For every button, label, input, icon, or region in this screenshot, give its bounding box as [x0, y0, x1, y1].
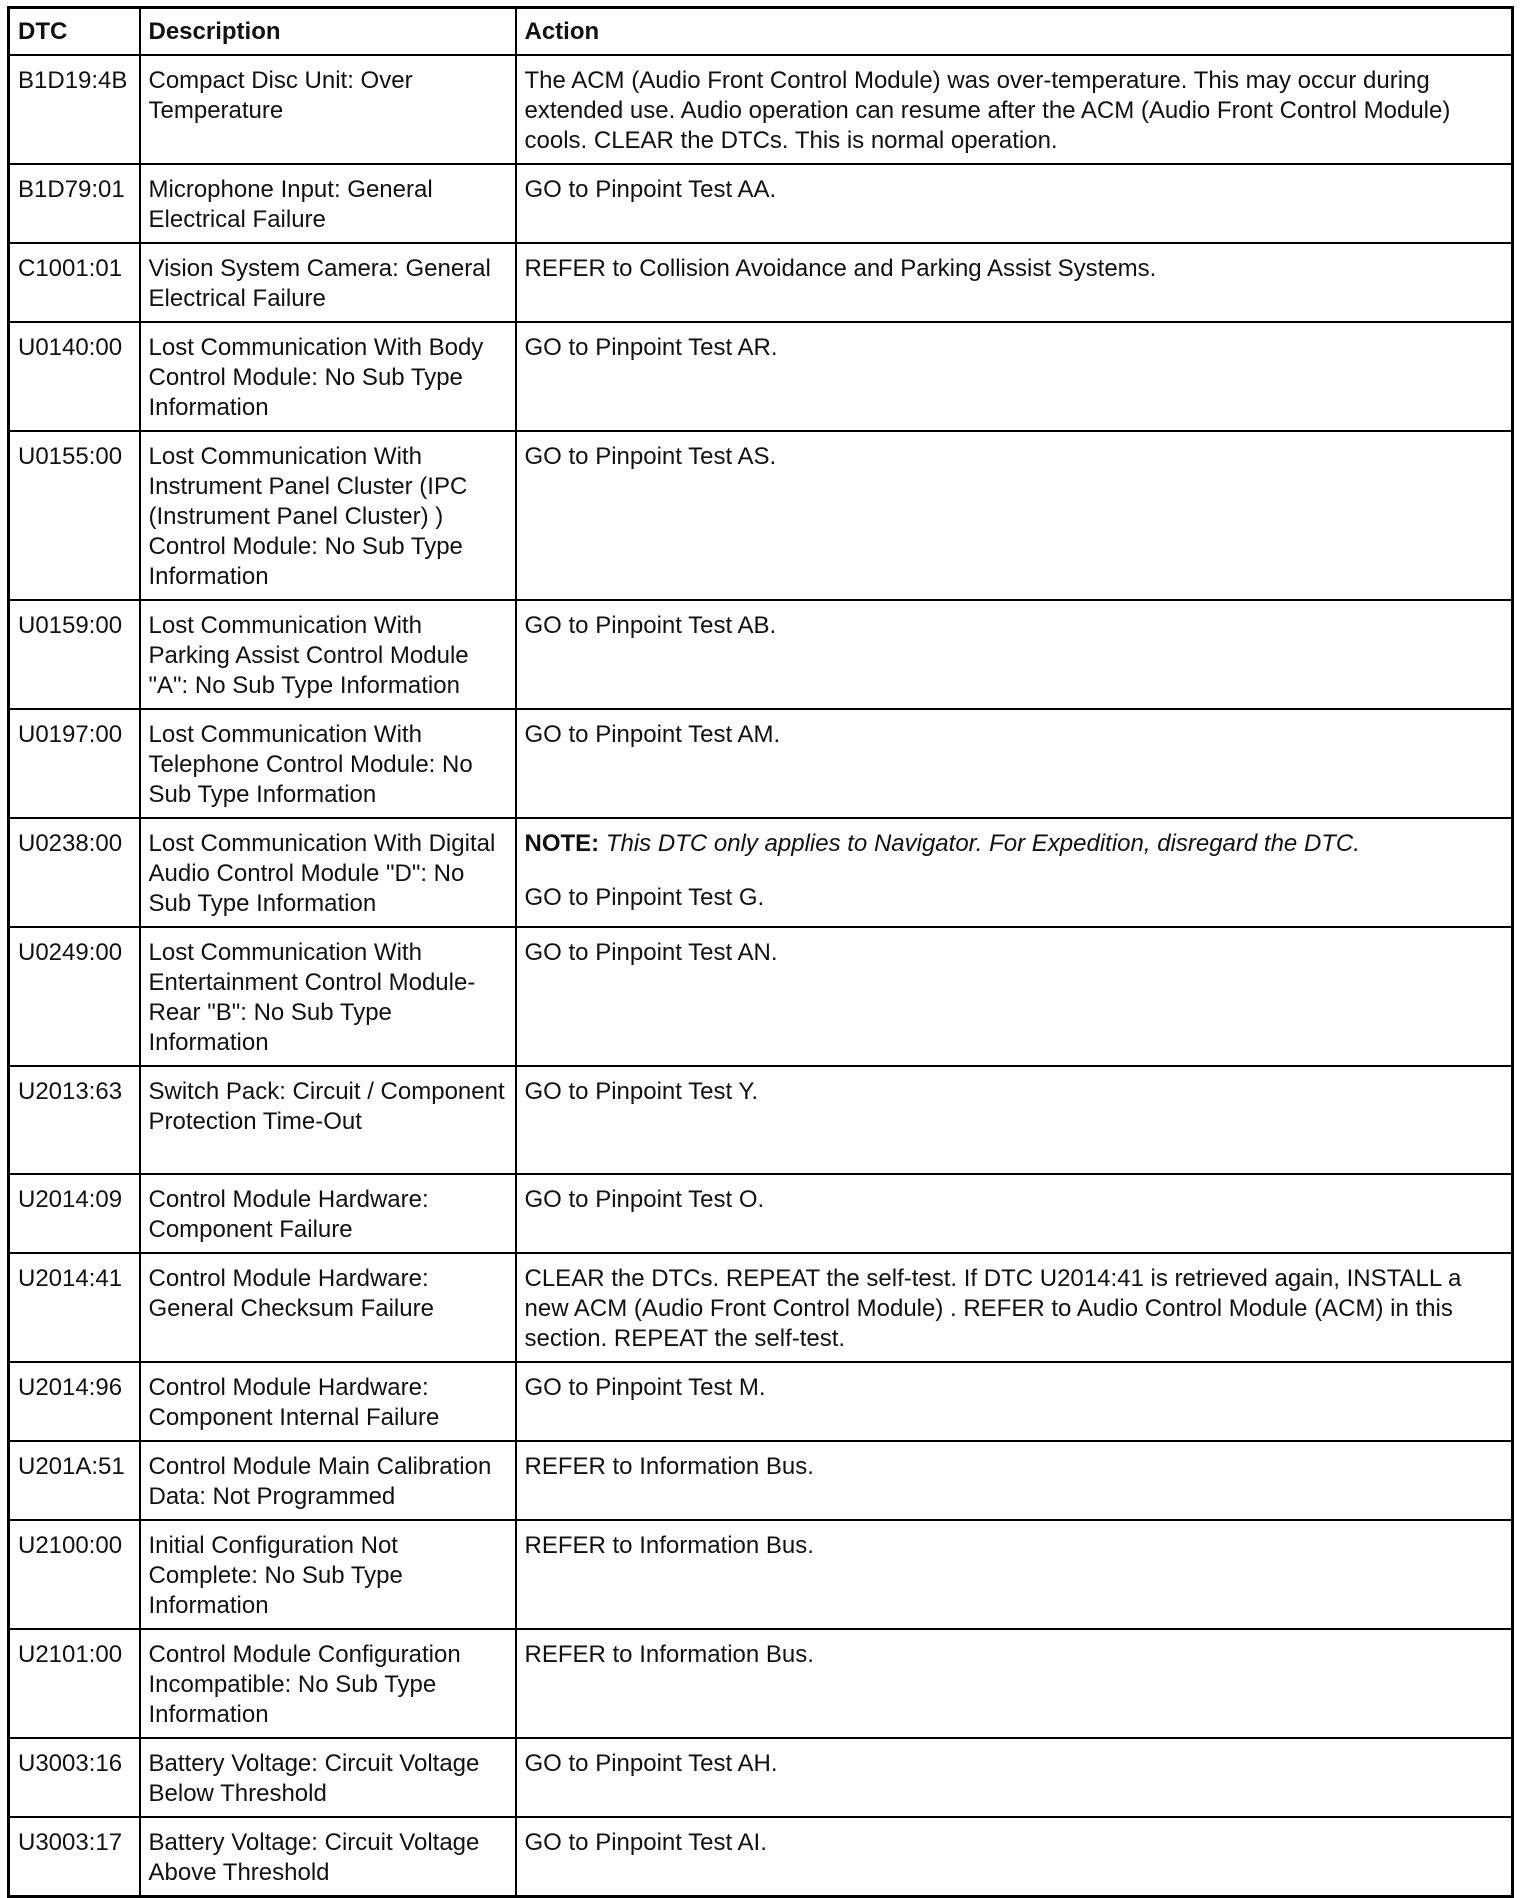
- dtc-description: Battery Voltage: Circuit Voltage Below Threshold: [140, 1738, 516, 1817]
- dtc-description: Lost Communication With Body Control Module: No Sub Type Information: [140, 322, 516, 431]
- table-row: [9, 1738, 1513, 1817]
- dtc-action: The ACM (Audio Front Control Module) was over-temperature. This may occur during extended use. Audio operation can resume after the ACM (Audio Front Control Module) cools. CLEAR the DTCs. This is normal operation.: [516, 55, 1513, 164]
- action-text: GO to Pinpoint Test G.: [524, 884, 765, 911]
- table-row: [9, 1817, 1513, 1897]
- note-label: NOTE:: [524, 830, 600, 857]
- dtc-action: GO to Pinpoint Test AR.: [516, 322, 1513, 431]
- dtc-code: U3003:16: [9, 1738, 140, 1817]
- dtc-action: REFER to Information Bus.: [516, 1441, 1513, 1520]
- dtc-description: Switch Pack: Circuit / Component Protection Time-Out: [140, 1066, 516, 1174]
- table-row: [9, 1362, 1513, 1441]
- table-row: [9, 818, 1513, 927]
- header-description: Description: [140, 8, 516, 56]
- dtc-code: U0249:00: [9, 927, 140, 1066]
- table-row: [9, 1629, 1513, 1738]
- dtc-code: B1D19:4B: [9, 55, 140, 164]
- dtc-code: U0140:00: [9, 322, 140, 431]
- table-row: [9, 243, 1513, 322]
- dtc-action: CLEAR the DTCs. REPEAT the self-test. If DTC U2014:41 is retrieved again, INSTALL a new ACM (Audio Front Control Module) . REFER to Audio Control Module (ACM) in this section. REPEAT the self-test.: [516, 1253, 1513, 1362]
- dtc-action: GO to Pinpoint Test M.: [516, 1362, 1513, 1441]
- dtc-action: GO to Pinpoint Test AM.: [516, 709, 1513, 818]
- table-row: [9, 1253, 1513, 1362]
- header-dtc: DTC: [9, 8, 140, 56]
- dtc-action: GO to Pinpoint Test AH.: [516, 1738, 1513, 1817]
- dtc-description: Lost Communication With Entertainment Control Module-Rear "B": No Sub Type Information: [140, 927, 516, 1066]
- dtc-description: Lost Communication With Instrument Panel Cluster (IPC (Instrument Panel Cluster) ) Control Module: No Sub Type Information: [140, 431, 516, 600]
- table-row: [9, 927, 1513, 1066]
- note-line: [525, 829, 1504, 859]
- dtc-action: [516, 818, 1513, 927]
- dtc-code: U201A:51: [9, 1441, 140, 1520]
- dtc-table: [7, 6, 1514, 1898]
- dtc-code: U2014:96: [9, 1362, 140, 1441]
- dtc-code: U2014:41: [9, 1253, 140, 1362]
- dtc-code: U3003:17: [9, 1817, 140, 1897]
- dtc-code: B1D79:01: [9, 164, 140, 243]
- dtc-action: REFER to Information Bus.: [516, 1520, 1513, 1629]
- dtc-description: Microphone Input: General Electrical Failure: [140, 164, 516, 243]
- dtc-action: REFER to Collision Avoidance and Parking Assist Systems.: [516, 243, 1513, 322]
- dtc-description: Control Module Hardware: Component Failure: [140, 1174, 516, 1253]
- dtc-description: Control Module Hardware: Component Internal Failure: [140, 1362, 516, 1441]
- table-row: [9, 600, 1513, 709]
- dtc-code: U0159:00: [9, 600, 140, 709]
- table-row: [9, 431, 1513, 600]
- dtc-code: U0238:00: [9, 818, 140, 927]
- dtc-action: REFER to Information Bus.: [516, 1629, 1513, 1738]
- dtc-code: U2100:00: [9, 1520, 140, 1629]
- dtc-code: U0155:00: [9, 431, 140, 600]
- dtc-action: GO to Pinpoint Test Y.: [516, 1066, 1513, 1174]
- dtc-description: Lost Communication With Digital Audio Control Module "D": No Sub Type Information: [140, 818, 516, 927]
- table-header-row: [9, 8, 1513, 56]
- dtc-description: Control Module Main Calibration Data: Not Programmed: [140, 1441, 516, 1520]
- table-row: [9, 1066, 1513, 1174]
- dtc-action: GO to Pinpoint Test AS.: [516, 431, 1513, 600]
- dtc-code: U2013:63: [9, 1066, 140, 1174]
- dtc-action: GO to Pinpoint Test O.: [516, 1174, 1513, 1253]
- table-row: [9, 709, 1513, 818]
- dtc-action: GO to Pinpoint Test AA.: [516, 164, 1513, 243]
- dtc-description: Lost Communication With Telephone Control Module: No Sub Type Information: [140, 709, 516, 818]
- header-action: Action: [516, 8, 1513, 56]
- table-row: [9, 164, 1513, 243]
- dtc-description: Control Module Hardware: General Checksum Failure: [140, 1253, 516, 1362]
- dtc-description: Compact Disc Unit: Over Temperature: [140, 55, 516, 164]
- dtc-description: Battery Voltage: Circuit Voltage Above Threshold: [140, 1817, 516, 1897]
- dtc-code: U2014:09: [9, 1174, 140, 1253]
- dtc-code: U2101:00: [9, 1629, 140, 1738]
- dtc-code: C1001:01: [9, 243, 140, 322]
- dtc-action: GO to Pinpoint Test AI.: [516, 1817, 1513, 1897]
- dtc-action: GO to Pinpoint Test AB.: [516, 600, 1513, 709]
- table-row: [9, 322, 1513, 431]
- table-row: [9, 1174, 1513, 1253]
- note-text: This DTC only applies to Navigator. For Expedition, disregard the DTC.: [605, 830, 1360, 857]
- table-row: [9, 1520, 1513, 1629]
- dtc-code: U0197:00: [9, 709, 140, 818]
- dtc-action: GO to Pinpoint Test AN.: [516, 927, 1513, 1066]
- note-spacer: [525, 859, 1504, 883]
- table-row: [9, 1441, 1513, 1520]
- dtc-description: Vision System Camera: General Electrical Failure: [140, 243, 516, 322]
- dtc-description: Initial Configuration Not Complete: No Sub Type Information: [140, 1520, 516, 1629]
- table-row: [9, 55, 1513, 164]
- dtc-description: Control Module Configuration Incompatible: No Sub Type Information: [140, 1629, 516, 1738]
- dtc-description: Lost Communication With Parking Assist Control Module "A": No Sub Type Information: [140, 600, 516, 709]
